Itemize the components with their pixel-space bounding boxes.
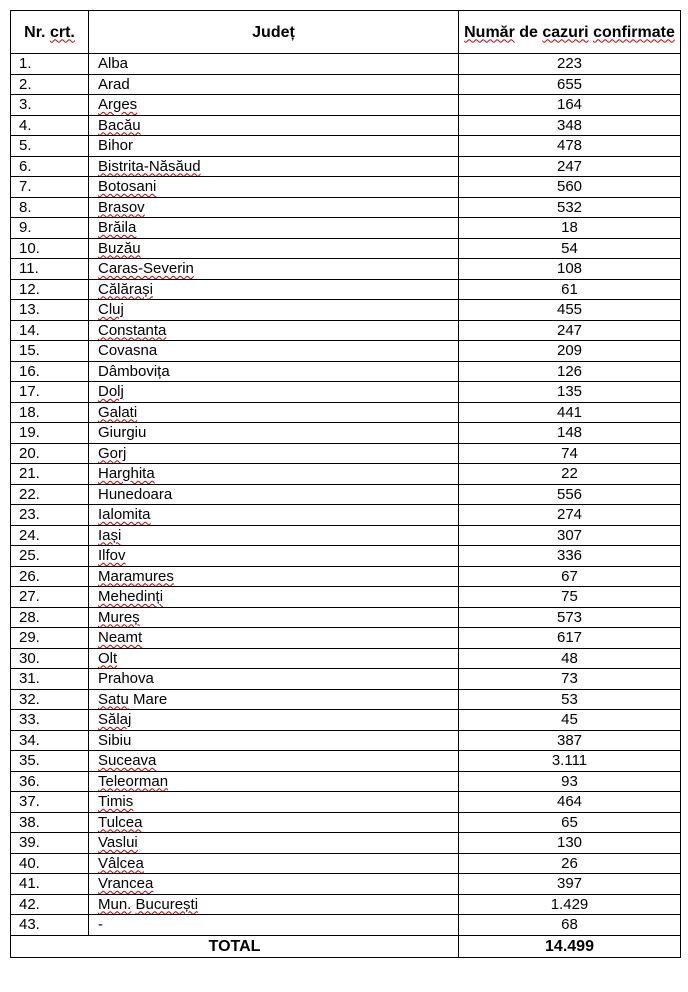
misspelled-word: Arges xyxy=(98,96,138,113)
table-row xyxy=(11,279,681,300)
county-cell xyxy=(89,648,459,669)
row-number-cell: 14. xyxy=(11,320,89,341)
cases-count-cell: 307 xyxy=(459,525,681,546)
county-cell xyxy=(89,710,459,731)
table-foot xyxy=(11,935,681,957)
table-row xyxy=(11,792,681,813)
row-number-cell: 41. xyxy=(11,874,89,895)
table-row xyxy=(11,136,681,157)
row-number-cell: 6. xyxy=(11,156,89,177)
misspelled-word: Harghita xyxy=(98,465,155,482)
county-cell xyxy=(89,115,459,136)
row-number-cell: 31. xyxy=(11,669,89,690)
total-value: 14.499 xyxy=(459,935,681,957)
cases-count-cell: 464 xyxy=(459,792,681,813)
row-number-cell: 5. xyxy=(11,136,89,157)
cases-count-cell: 348 xyxy=(459,115,681,136)
county-cell xyxy=(89,423,459,444)
table-row xyxy=(11,710,681,731)
word: Județ xyxy=(252,23,295,41)
table-body xyxy=(11,54,681,936)
table-row xyxy=(11,689,681,710)
table-row xyxy=(11,915,681,936)
table-row xyxy=(11,730,681,751)
cases-count-cell: 532 xyxy=(459,197,681,218)
cases-count-cell: 387 xyxy=(459,730,681,751)
county-cell xyxy=(89,341,459,362)
row-number-cell: 1. xyxy=(11,54,89,75)
cases-count-cell: 617 xyxy=(459,628,681,649)
misspelled-word: Mun. xyxy=(98,895,132,913)
table-row xyxy=(11,751,681,772)
county-cell xyxy=(89,833,459,854)
word: Alba xyxy=(98,55,129,72)
county-cell xyxy=(89,443,459,464)
misspelled-word: Număr xyxy=(464,23,515,41)
cases-count-cell: 655 xyxy=(459,74,681,95)
misspelled-word: Timis xyxy=(98,793,134,810)
table-row xyxy=(11,74,681,95)
table-row xyxy=(11,853,681,874)
county-cell xyxy=(89,812,459,833)
cases-count-cell: 397 xyxy=(459,874,681,895)
county-cell xyxy=(89,279,459,300)
county-cell xyxy=(89,218,459,239)
cases-count-cell: 53 xyxy=(459,689,681,710)
table-row xyxy=(11,771,681,792)
misspelled-word: Satu xyxy=(98,690,129,708)
cases-count-cell: 67 xyxy=(459,566,681,587)
county-cell xyxy=(89,156,459,177)
cases-count-cell: 455 xyxy=(459,300,681,321)
table-head xyxy=(11,11,681,54)
misspelled-word: Călărași xyxy=(98,280,154,298)
row-number-cell: 20. xyxy=(11,443,89,464)
cases-count-cell: 45 xyxy=(459,710,681,731)
county-cell xyxy=(89,587,459,608)
row-number-cell: 18. xyxy=(11,402,89,423)
county-cell xyxy=(89,238,459,259)
cases-count-cell: 54 xyxy=(459,238,681,259)
misspelled-word: Galati xyxy=(98,403,138,421)
misspelled-word: Suceava xyxy=(98,752,157,769)
table-row xyxy=(11,566,681,587)
county-cell xyxy=(89,894,459,915)
county-cell xyxy=(89,607,459,628)
county-cell xyxy=(89,361,459,382)
row-number-cell: 15. xyxy=(11,341,89,362)
cases-count-cell: 1.429 xyxy=(459,894,681,915)
county-cell xyxy=(89,74,459,95)
misspelled-word: Mureș xyxy=(98,608,140,626)
misspelled-word: Teleorman xyxy=(98,772,169,790)
row-number-cell: 13. xyxy=(11,300,89,321)
county-cell xyxy=(89,259,459,280)
misspelled-word: Caras-Severin xyxy=(98,260,194,277)
cases-count-cell: 61 xyxy=(459,279,681,300)
misspelled-word: Vâlcea xyxy=(98,854,144,872)
table-row xyxy=(11,341,681,362)
cases-count-cell: 65 xyxy=(459,812,681,833)
cases-count-cell: 130 xyxy=(459,833,681,854)
county-cell xyxy=(89,546,459,567)
cases-count-cell: 93 xyxy=(459,771,681,792)
county-cell xyxy=(89,402,459,423)
cases-count-cell: 274 xyxy=(459,505,681,526)
cases-count-cell: 247 xyxy=(459,156,681,177)
county-cell xyxy=(89,792,459,813)
row-number-cell: 43. xyxy=(11,915,89,936)
misspelled-word: Constanta xyxy=(98,321,167,339)
cases-count-cell: 75 xyxy=(459,587,681,608)
word: Prahova xyxy=(98,670,154,687)
misspelled-word: Buzău xyxy=(98,239,141,257)
misspelled-word: Olt xyxy=(98,649,118,667)
misspelled-word: Maramures xyxy=(98,567,174,585)
table-row xyxy=(11,464,681,485)
table-row xyxy=(11,812,681,833)
misspelled-word: Sălaj xyxy=(98,711,132,728)
misspelled-word: Bacău xyxy=(98,116,141,134)
table-row xyxy=(11,54,681,75)
cases-count-cell: 209 xyxy=(459,341,681,362)
cases-count-cell: 560 xyxy=(459,177,681,198)
table-row xyxy=(11,382,681,403)
misspelled-word: București xyxy=(135,895,199,913)
county-cell xyxy=(89,730,459,751)
row-number-cell: 16. xyxy=(11,361,89,382)
row-number-cell: 10. xyxy=(11,238,89,259)
word: Dâmbovița xyxy=(98,362,170,380)
misspelled-word: Cluj xyxy=(98,301,124,318)
word: Mare xyxy=(128,690,168,708)
cases-count-cell: 223 xyxy=(459,54,681,75)
cases-count-cell: 48 xyxy=(459,648,681,669)
cases-count-cell: 441 xyxy=(459,402,681,423)
table-row xyxy=(11,607,681,628)
word: Nr. xyxy=(24,23,50,41)
table-row xyxy=(11,894,681,915)
word: Giurgiu xyxy=(98,424,147,441)
table-row xyxy=(11,628,681,649)
table-row xyxy=(11,505,681,526)
total-label: TOTAL xyxy=(11,935,459,957)
table-row xyxy=(11,546,681,567)
row-number-cell: 7. xyxy=(11,177,89,198)
misspelled-word: Brăila xyxy=(98,219,137,236)
table-row xyxy=(11,648,681,669)
table-row xyxy=(11,874,681,895)
row-number-cell: 40. xyxy=(11,853,89,874)
row-number-cell: 22. xyxy=(11,484,89,505)
row-number-cell: 25. xyxy=(11,546,89,567)
row-number-cell: 24. xyxy=(11,525,89,546)
county-cell xyxy=(89,566,459,587)
misspelled-word: Tulcea xyxy=(98,813,143,831)
county-cell xyxy=(89,54,459,75)
table-row xyxy=(11,669,681,690)
row-number-cell: 12. xyxy=(11,279,89,300)
confirmed-cases-table xyxy=(10,10,681,958)
county-cell xyxy=(89,197,459,218)
county-cell xyxy=(89,751,459,772)
cases-count-cell: 74 xyxy=(459,443,681,464)
row-number-cell: 36. xyxy=(11,771,89,792)
county-cell xyxy=(89,771,459,792)
misspelled-word: Mehedinți xyxy=(98,588,164,605)
cases-count-cell: 68 xyxy=(459,915,681,936)
misspelled-word: crt. xyxy=(49,23,75,41)
row-number-cell: 29. xyxy=(11,628,89,649)
word: Arad xyxy=(98,75,130,93)
row-number-cell: 34. xyxy=(11,730,89,751)
row-number-cell: 27. xyxy=(11,587,89,608)
misspelled-word: Vrancea xyxy=(98,875,154,892)
cases-count-cell: 126 xyxy=(459,361,681,382)
county-cell xyxy=(89,95,459,116)
cases-count-cell: 18 xyxy=(459,218,681,239)
word: Sibiu xyxy=(98,731,132,749)
misspelled-word: Ialomita xyxy=(98,506,151,523)
table-row xyxy=(11,423,681,444)
table-row xyxy=(11,300,681,321)
row-number-cell: 23. xyxy=(11,505,89,526)
county-cell xyxy=(89,915,459,936)
row-number-cell: 39. xyxy=(11,833,89,854)
cases-count-cell: 478 xyxy=(459,136,681,157)
row-number-cell: 19. xyxy=(11,423,89,444)
county-cell xyxy=(89,484,459,505)
row-number-cell: 42. xyxy=(11,894,89,915)
table-row xyxy=(11,238,681,259)
row-number-cell: 32. xyxy=(11,689,89,710)
row-number-cell: 9. xyxy=(11,218,89,239)
table-row xyxy=(11,443,681,464)
row-number-cell: 28. xyxy=(11,607,89,628)
cases-count-cell: 573 xyxy=(459,607,681,628)
misspelled-word: Brasov xyxy=(98,198,145,216)
county-cell xyxy=(89,320,459,341)
row-number-cell: 37. xyxy=(11,792,89,813)
cases-count-cell: 247 xyxy=(459,320,681,341)
row-number-cell: 3. xyxy=(11,95,89,116)
cases-count-cell: 148 xyxy=(459,423,681,444)
table-header-row xyxy=(11,11,681,54)
misspelled-word: confirmate xyxy=(593,23,675,41)
row-number-cell: 21. xyxy=(11,464,89,485)
misspelled-word: Gorj xyxy=(98,444,127,462)
cases-count-cell: 108 xyxy=(459,259,681,280)
cases-count-cell: 22 xyxy=(459,464,681,485)
table-row xyxy=(11,197,681,218)
county-cell xyxy=(89,853,459,874)
county-cell xyxy=(89,382,459,403)
county-cell xyxy=(89,525,459,546)
table-row xyxy=(11,95,681,116)
county-cell xyxy=(89,300,459,321)
table-row xyxy=(11,320,681,341)
word: Bihor xyxy=(98,137,134,154)
table-row xyxy=(11,115,681,136)
row-number-cell: 35. xyxy=(11,751,89,772)
table-row xyxy=(11,587,681,608)
word: - xyxy=(98,916,103,933)
misspelled-word: Iași xyxy=(98,526,122,544)
row-number-cell: 26. xyxy=(11,566,89,587)
table-row xyxy=(11,833,681,854)
row-number-cell: 17. xyxy=(11,382,89,403)
county-cell xyxy=(89,689,459,710)
table-row xyxy=(11,402,681,423)
column-header-nr-crt xyxy=(11,11,89,54)
word: Covasna xyxy=(98,342,158,359)
misspelled-word: Ilfov xyxy=(98,547,126,564)
cases-count-cell: 336 xyxy=(459,546,681,567)
cases-count-cell: 556 xyxy=(459,484,681,505)
table-row xyxy=(11,218,681,239)
row-number-cell: 8. xyxy=(11,197,89,218)
table-row xyxy=(11,525,681,546)
row-number-cell: 30. xyxy=(11,648,89,669)
misspelled-word: Vaslui xyxy=(98,834,138,851)
table-row xyxy=(11,484,681,505)
table-row xyxy=(11,156,681,177)
county-cell xyxy=(89,464,459,485)
row-number-cell: 4. xyxy=(11,115,89,136)
misspelled-word: Bistrita-Năsăud xyxy=(98,157,201,175)
total-row xyxy=(11,935,681,957)
row-number-cell: 38. xyxy=(11,812,89,833)
column-header-cazuri xyxy=(459,11,681,54)
column-header-judet xyxy=(89,11,459,54)
row-number-cell: 33. xyxy=(11,710,89,731)
cases-count-cell: 73 xyxy=(459,669,681,690)
table-row xyxy=(11,259,681,280)
misspelled-word: cazuri xyxy=(542,23,589,41)
misspelled-word: Neamt xyxy=(98,629,143,646)
county-cell xyxy=(89,874,459,895)
misspelled-word: Dolj xyxy=(98,383,124,400)
county-cell xyxy=(89,628,459,649)
cases-count-cell: 26 xyxy=(459,853,681,874)
table-row xyxy=(11,177,681,198)
row-number-cell: 2. xyxy=(11,74,89,95)
cases-count-cell: 3.111 xyxy=(459,751,681,772)
cases-count-cell: 135 xyxy=(459,382,681,403)
word: de xyxy=(514,23,543,41)
table-row xyxy=(11,361,681,382)
row-number-cell: 11. xyxy=(11,259,89,280)
county-cell xyxy=(89,177,459,198)
county-cell xyxy=(89,505,459,526)
word: Hunedoara xyxy=(98,485,173,503)
cases-count-cell: 164 xyxy=(459,95,681,116)
county-cell xyxy=(89,136,459,157)
misspelled-word: Botosani xyxy=(98,178,157,195)
county-cell xyxy=(89,669,459,690)
